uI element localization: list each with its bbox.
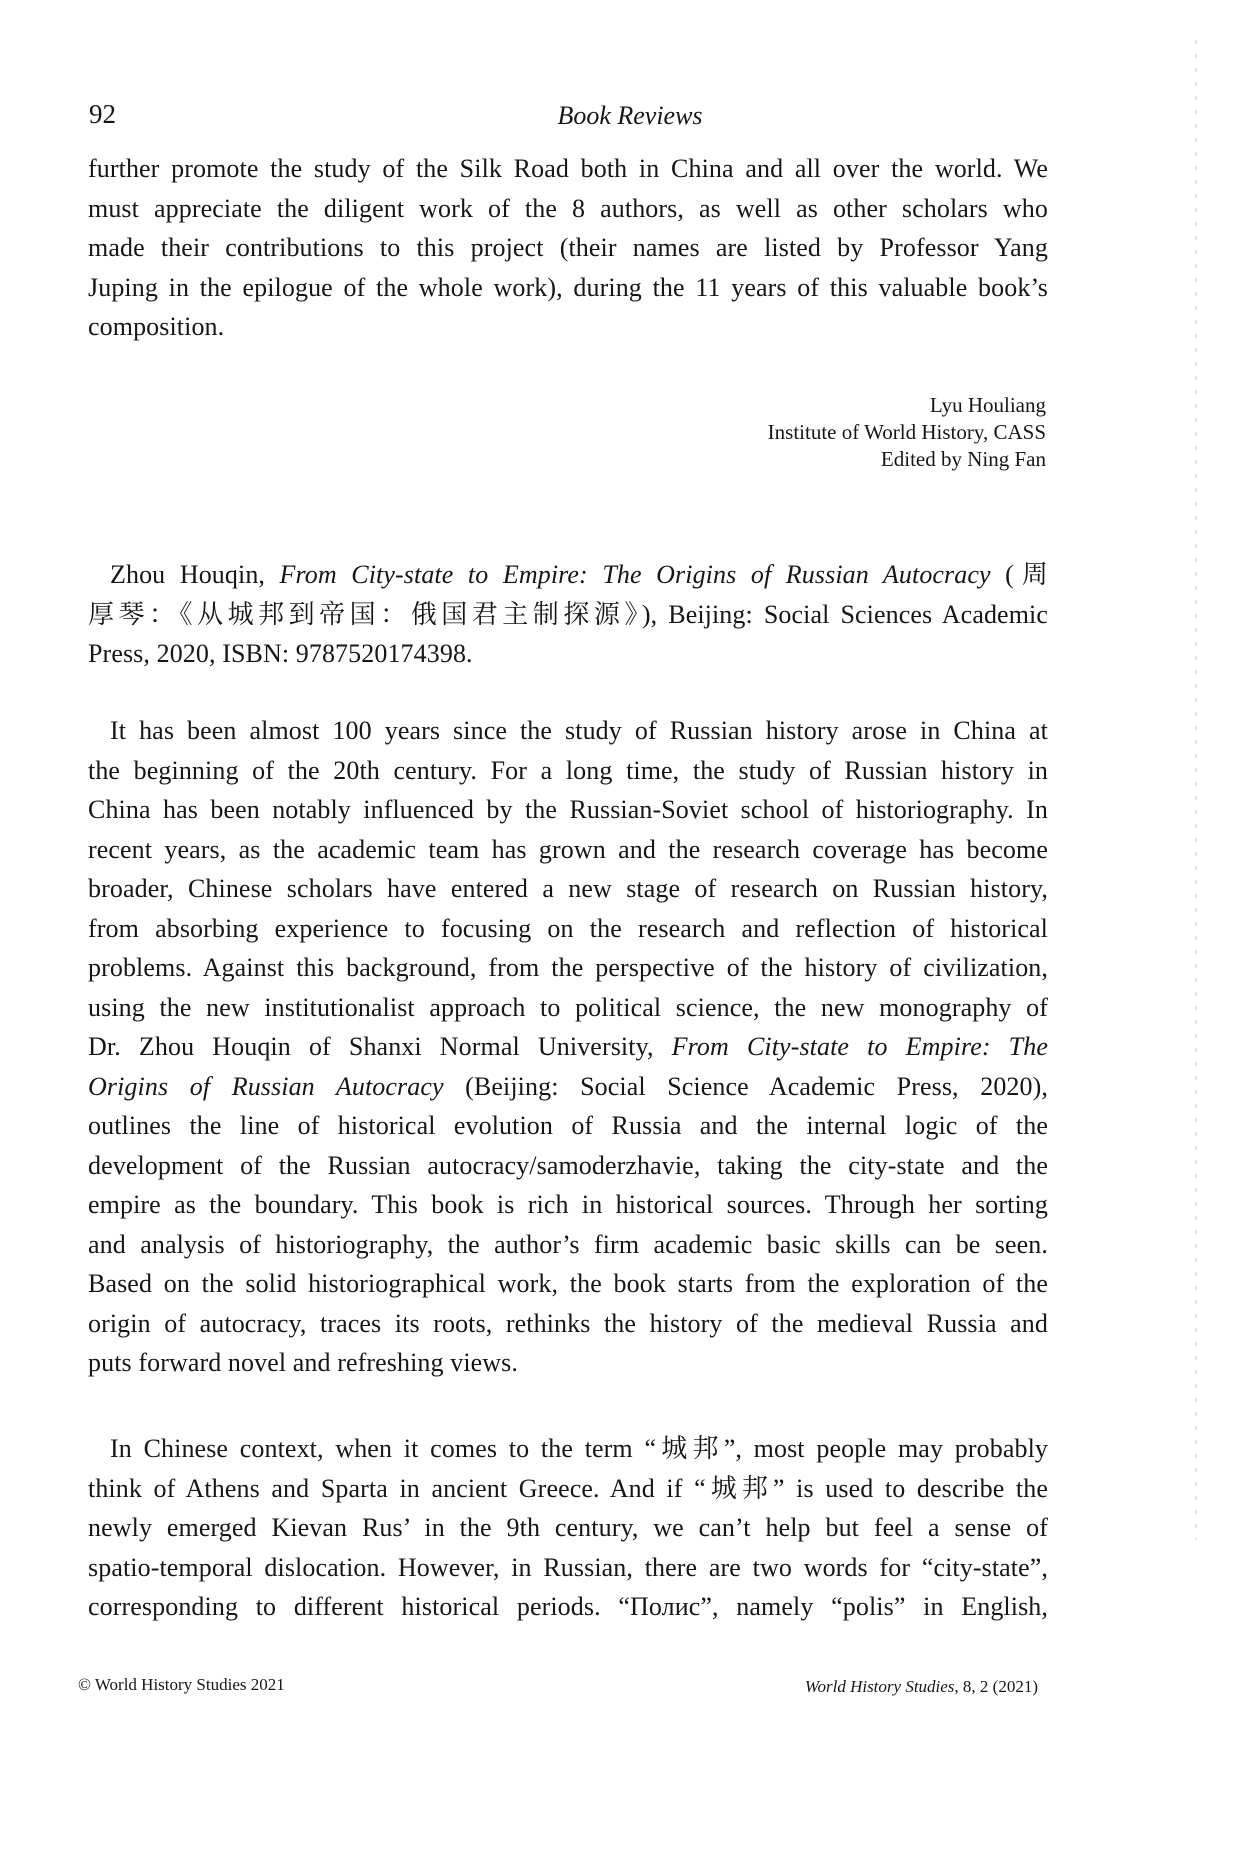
citation-chinese-start: (周 [990, 560, 1048, 589]
editor-credit: Edited by Ning Fan [880, 447, 1046, 471]
text-line: Juping in the epilogue of the whole work), during the 11 years of this valuable book’s [88, 272, 1048, 302]
reviewer-signature [768, 392, 1046, 473]
text-line: It has been almost 100 years since the study of Russian history arose in China at [110, 716, 1048, 745]
footer-journal-info [805, 1676, 1038, 1698]
text-line: Based on the solid historiographical work, the book starts from the exploration of the [88, 1269, 1048, 1298]
book-title-italic: From City-state to Empire: The [671, 1032, 1048, 1061]
text-line: further promote the study of the Silk Road both in China and all over the world. We [88, 154, 1048, 183]
citation-line: Press, 2020, ISBN: 9787520174398. [88, 639, 473, 668]
text-line [88, 1067, 1048, 1107]
book-citation [88, 555, 1048, 674]
text-line: using the new institutionalist approach to political science, the new monography of [88, 992, 1048, 1022]
citation-title: From City-state to Empire: The Origins of Russian Autocracy [279, 560, 991, 589]
text-line: development of the Russian autocracy/samoderzhavie, taking the city-state and the [88, 1150, 1048, 1180]
text-line: spatio-temporal dislocation. However, in Russian, there are two words for “city-state”, [88, 1552, 1048, 1582]
text-line: and analysis of historiography, the author’s firm academic basic skills can be seen. [88, 1229, 1048, 1259]
citation-line: 厚琴：《从城邦到帝国：俄国君主制探源》), Beijing: Social Sciences Academic [88, 599, 1048, 629]
text-span: Dr. Zhou Houqin of Shanxi Normal University, [88, 1032, 672, 1061]
running-head: Book Reviews [557, 101, 703, 130]
text-line: China has been notably influenced by the Russian-Soviet school of historiography. In [88, 795, 1048, 824]
text-line: newly emerged Kievan Rus’ in the 9th century, we can’t help but feel a sense of [88, 1513, 1048, 1542]
journal-name: World History Studies [804, 1677, 955, 1696]
text-line [88, 1027, 1048, 1067]
text-line: must appreciate the diligent work of the 8 authors, as well as other scholars who [88, 193, 1048, 223]
text-line: corresponding to different historical periods. “Полис”, namely “polis” in English, [88, 1592, 1048, 1621]
text-line: puts forward novel and refreshing views. [88, 1348, 518, 1377]
text-line: origin of autocracy, traces its roots, rethinks the history of the medieval Russia and [88, 1308, 1048, 1338]
reviewer-name: Lyu Houliang [929, 393, 1046, 417]
footer-copyright: © World History Studies 2021 [78, 1675, 285, 1694]
book-title-italic: Origins of Russian Autocracy [88, 1071, 444, 1101]
paragraph-city-state-term [88, 1429, 1048, 1627]
text-line: from absorbing experience to focusing on the research and reflection of historical [88, 913, 1048, 943]
text-line: the beginning of the 20th century. For a long time, the study of Russian history in [88, 755, 1048, 785]
text-line: composition. [88, 312, 225, 341]
text-line: outlines the line of historical evolution of Russia and the internal logic of the [88, 1111, 1048, 1140]
scan-edge-artifact [1195, 40, 1197, 1540]
text-span: (Beijing: Social Science Academic Press, 2020), [443, 1071, 1048, 1101]
reviewer-affiliation: Institute of World History, CASS [767, 420, 1046, 444]
paragraph-closing-previous-review [88, 149, 1048, 347]
page-number: 92 [89, 99, 116, 129]
text-line: made their contributions to this project (their names are listed by Professor Yang [88, 233, 1048, 262]
paragraph-introduction [88, 711, 1048, 1383]
text-line: recent years, as the academic team has grown and the research coverage has become [88, 834, 1048, 864]
citation-author: Zhou Houqin, [110, 560, 280, 589]
text-line: broader, Chinese scholars have entered a new stage of research on Russian history, [88, 874, 1048, 903]
text-line: think of Athens and Sparta in ancient Greece. And if “城邦” is used to describe the [88, 1473, 1048, 1503]
citation-line [88, 555, 1048, 595]
text-line: problems. Against this background, from the perspective of the history of civilization, [88, 953, 1048, 982]
journal-volume: , 8, 2 (2021) [954, 1677, 1038, 1696]
text-line: In Chinese context, when it comes to the term “城邦”, most people may probably [110, 1434, 1048, 1463]
text-line: empire as the boundary. This book is rich in historical sources. Through her sorting [88, 1190, 1048, 1219]
